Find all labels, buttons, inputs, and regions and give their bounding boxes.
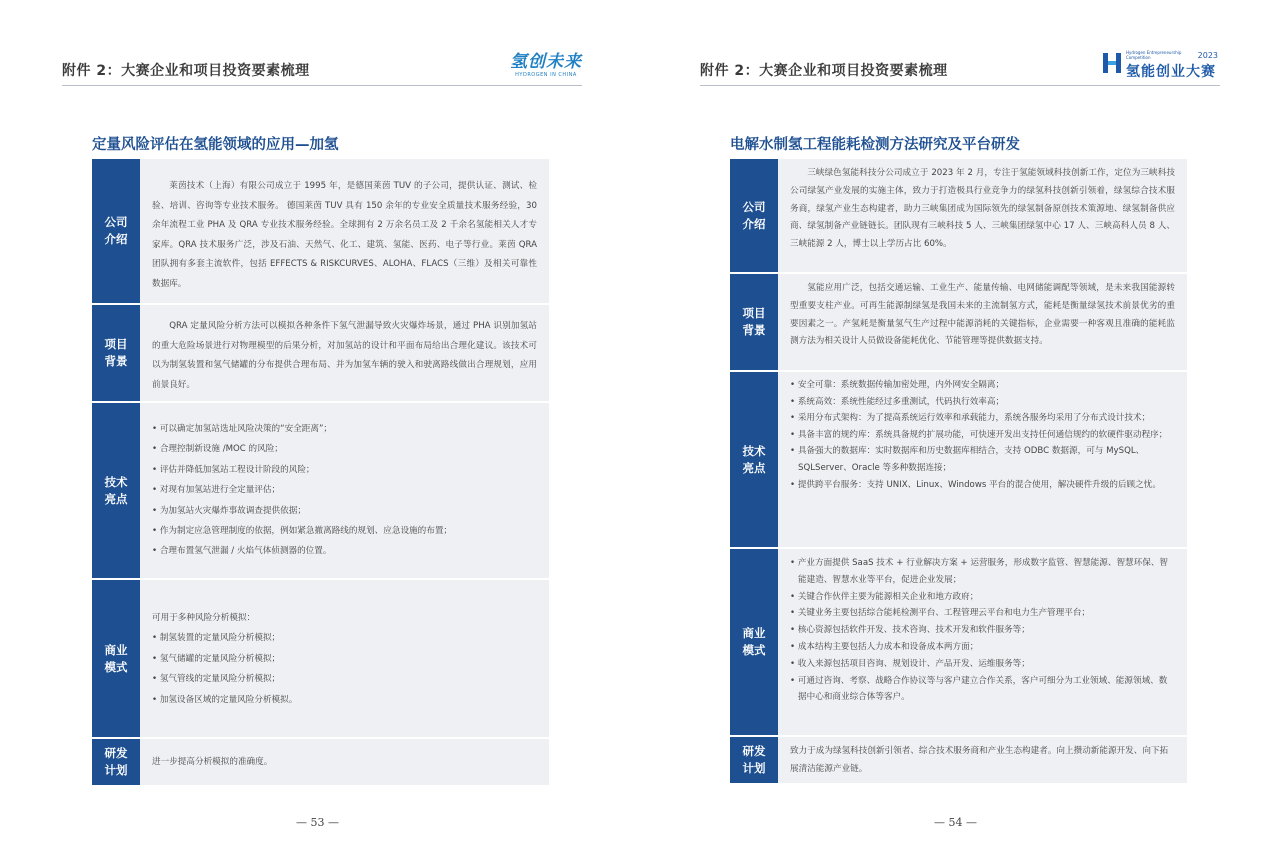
row-content: 三峡绿色氢能科技分公司成立于 2023 年 2 月，专注于氢能领域科技创新工作，定位为三峡科技公司绿氢产业发展的实施主体，致力于打造极具行业竞争力的绿氢科技创新引领着，绿氢综合技术服务商，绿氢产业生态构建者，助力三峡集团成为国际领先的绿氢制备原创技术策源地、绿氢制备供应商、绿氢制备产业链链长。团队现有三峡科技 5 人、三峡集团绿氢中心 17 人、三峡高科人员 8 人、三峡能源 2 人，博士以上学历占比 60%。 bbox=[778, 159, 1187, 272]
row-content: • 产业方面提供 SaaS 技术 + 行业解决方案 + 运营服务，形成数字监管、智慧能源、智慧环保、智能建造、智慧水业等平台，促进企业发展； • 关键合作伙伴主要为能源相关企业和地方政府； • 关键业务主要包括综合能耗检测平台、工程管理云平台和电力生产管理平台； • 核心资源包括软件开发、技术咨询、技术开发和软件服务等； • 成本结构主要包括人力成本和设备成本两方面； • 收入来源包括项目咨询、规划设计、产品开发、运维服务等； • 可通过咨询、考察、战略合作协议等与客户建立合作关系，客户可细分为工业领域、能源领域、数据中心和商业综合体等客户。 bbox=[778, 549, 1187, 735]
header-title: 附件 2：大赛企业和项目投资要素梳理 bbox=[62, 63, 310, 79]
row-content: 进一步提高分析模拟的准确度。 bbox=[140, 739, 549, 785]
header-title: 附件 2：大赛企业和项目投资要素梳理 bbox=[700, 63, 948, 79]
row-label: 公司介绍 bbox=[92, 159, 140, 303]
competition-logo bbox=[1102, 50, 1220, 82]
hydrogen-in-china-logo bbox=[510, 52, 582, 82]
project-table bbox=[92, 159, 549, 787]
row-content: 莱茵技术（上海）有限公司成立于 1995 年，是德国莱茵 TUV 的子公司，提供认证、测试、检验、培训、咨询等专业技术服务。 德国莱茵 TUV 具有 150 余年的专业安全质量技术服务经验，30 余年流程工业 PHA 及 QRA 专业技术服务经验。全球拥有 2 万余名员工及 2 千余名氢能相关人才专家库。QRA 技术服务广泛，涉及石油、天然气、化工、建筑、氢能、医药、电子等行业。莱茵 QRA 团队拥有多套主流软件，包括 EFFECTS & RISKCURVES、ALOHA、FLACS（三维）及相关可靠性数据库。 bbox=[140, 159, 549, 303]
logo-subtitle: HYDROGEN IN CHINA bbox=[515, 72, 577, 78]
page-right bbox=[700, 0, 1220, 868]
row-content: 可用于多种风险分析模拟： • 制氢装置的定量风险分析模拟； • 氢气储罐的定量风险分析模拟； • 氢气管线的定量风险分析模拟； • 加氢设备区域的定量风险分析模拟。 bbox=[140, 580, 549, 737]
table-row-business-model bbox=[92, 580, 549, 739]
row-label: 技术亮点 bbox=[92, 403, 140, 578]
row-label: 项目背景 bbox=[92, 305, 140, 401]
row-content: QRA 定量风险分析方法可以模拟各种条件下氢气泄漏导致火灾爆炸场景，通过 PHA 识别加氢站的重大危险场景进行对物理模型的后果分析，对加氢站的设计和平面布局给出合理化建议。该技术可以为制氢装置和氢气储罐的分布提供合理布局、并为加氢车辆的驶入和驶离路线做出合理规划，应用前景良好。 bbox=[140, 305, 549, 401]
logo-year: 2023 bbox=[1197, 51, 1218, 60]
row-content: 氢能应用广泛，包括交通运输、工业生产、能量传输、电网储能调配等领域，是未来我国能源转型重要支柱产业。可再生能源制绿氢是我国未来的主流制氢方式，能耗是衡量绿氢技术前景优劣的重要因素之一。产氢耗是衡量氢气生产过程中能源消耗的关键指标，企业需要一种客观且准确的能耗监测方法为相关设计人员做设备能耗优化、节能管理等提供数据支持。 bbox=[778, 274, 1187, 370]
page-number: — 53 — bbox=[296, 816, 339, 829]
logo-name: 氢能创业大赛 bbox=[1126, 64, 1216, 80]
table-row-rd-plan bbox=[92, 739, 549, 787]
page-number: — 54 — bbox=[934, 816, 977, 829]
table-row-background bbox=[730, 274, 1187, 372]
table-row-company bbox=[730, 159, 1187, 274]
table-row-rd-plan bbox=[730, 737, 1187, 785]
row-label: 项目背景 bbox=[730, 274, 778, 370]
logo-name: 氢创未来 bbox=[510, 52, 582, 72]
table-row-background bbox=[92, 305, 549, 403]
project-table bbox=[730, 159, 1187, 785]
section-title: 定量风险评估在氢能领域的应用—加氢 bbox=[92, 137, 339, 153]
row-label: 公司介绍 bbox=[730, 159, 778, 272]
page-header bbox=[700, 52, 1220, 86]
row-label: 商业模式 bbox=[730, 549, 778, 735]
table-row-business-model bbox=[730, 549, 1187, 737]
row-content: • 安全可靠：系统数据传输加密处理，内外网安全隔离； • 系统高效：系统性能经过多重测试，代码执行效率高； • 采用分布式架构：为了提高系统运行效率和承载能力，系统各服务均采用了分布式设计技术； • 具备丰富的规约库：系统具备规约扩展功能，可快速开发出支持任何通信规约的软硬件驱动程序； • 具备强大的数据库：实时数据库和历史数据库相结合，支持 ODBC 数据源，可与 MySQL、SQLServer、Oracle 等多种数据连接； • 提供跨平台服务：支持 UNIX、Linux、Windows 平台的混合使用，解决硬件升级的后顾之忧。 bbox=[778, 372, 1187, 547]
row-label: 商业模式 bbox=[92, 580, 140, 737]
logo-tagline: Hydrogen Entrepreneurship Competition bbox=[1126, 50, 1182, 60]
h-mark-icon bbox=[1102, 50, 1124, 76]
page-left bbox=[62, 0, 582, 868]
table-row-company bbox=[92, 159, 549, 305]
table-row-highlights bbox=[730, 372, 1187, 549]
page-header bbox=[62, 52, 582, 86]
section-title: 电解水制氢工程能耗检测方法研究及平台研发 bbox=[730, 137, 1020, 153]
table-row-highlights bbox=[92, 403, 549, 580]
row-label: 研发计划 bbox=[730, 737, 778, 783]
row-label: 研发计划 bbox=[92, 739, 140, 785]
row-content: 致力于成为绿氢科技创新引领者、综合技术服务商和产业生态构建者。向上攒动新能源开发、向下拓展清洁能源产业链。 bbox=[778, 737, 1187, 783]
row-content: • 可以确定加氢站选址风险决策的“安全距离”； • 合理控制新设施 /MOC 的风险； • 评估并降低加氢站工程设计阶段的风险； • 对现有加氢站进行全定量评估； • 为加氢站火灾爆炸事故调查提供依据； • 作为制定应急管理制度的依据，例如紧急撤离路线的规划、应急设施的布置； • 合理布置氢气泄漏 / 火焰气体侦测器的位置。 bbox=[140, 403, 549, 578]
row-label: 技术亮点 bbox=[730, 372, 778, 547]
